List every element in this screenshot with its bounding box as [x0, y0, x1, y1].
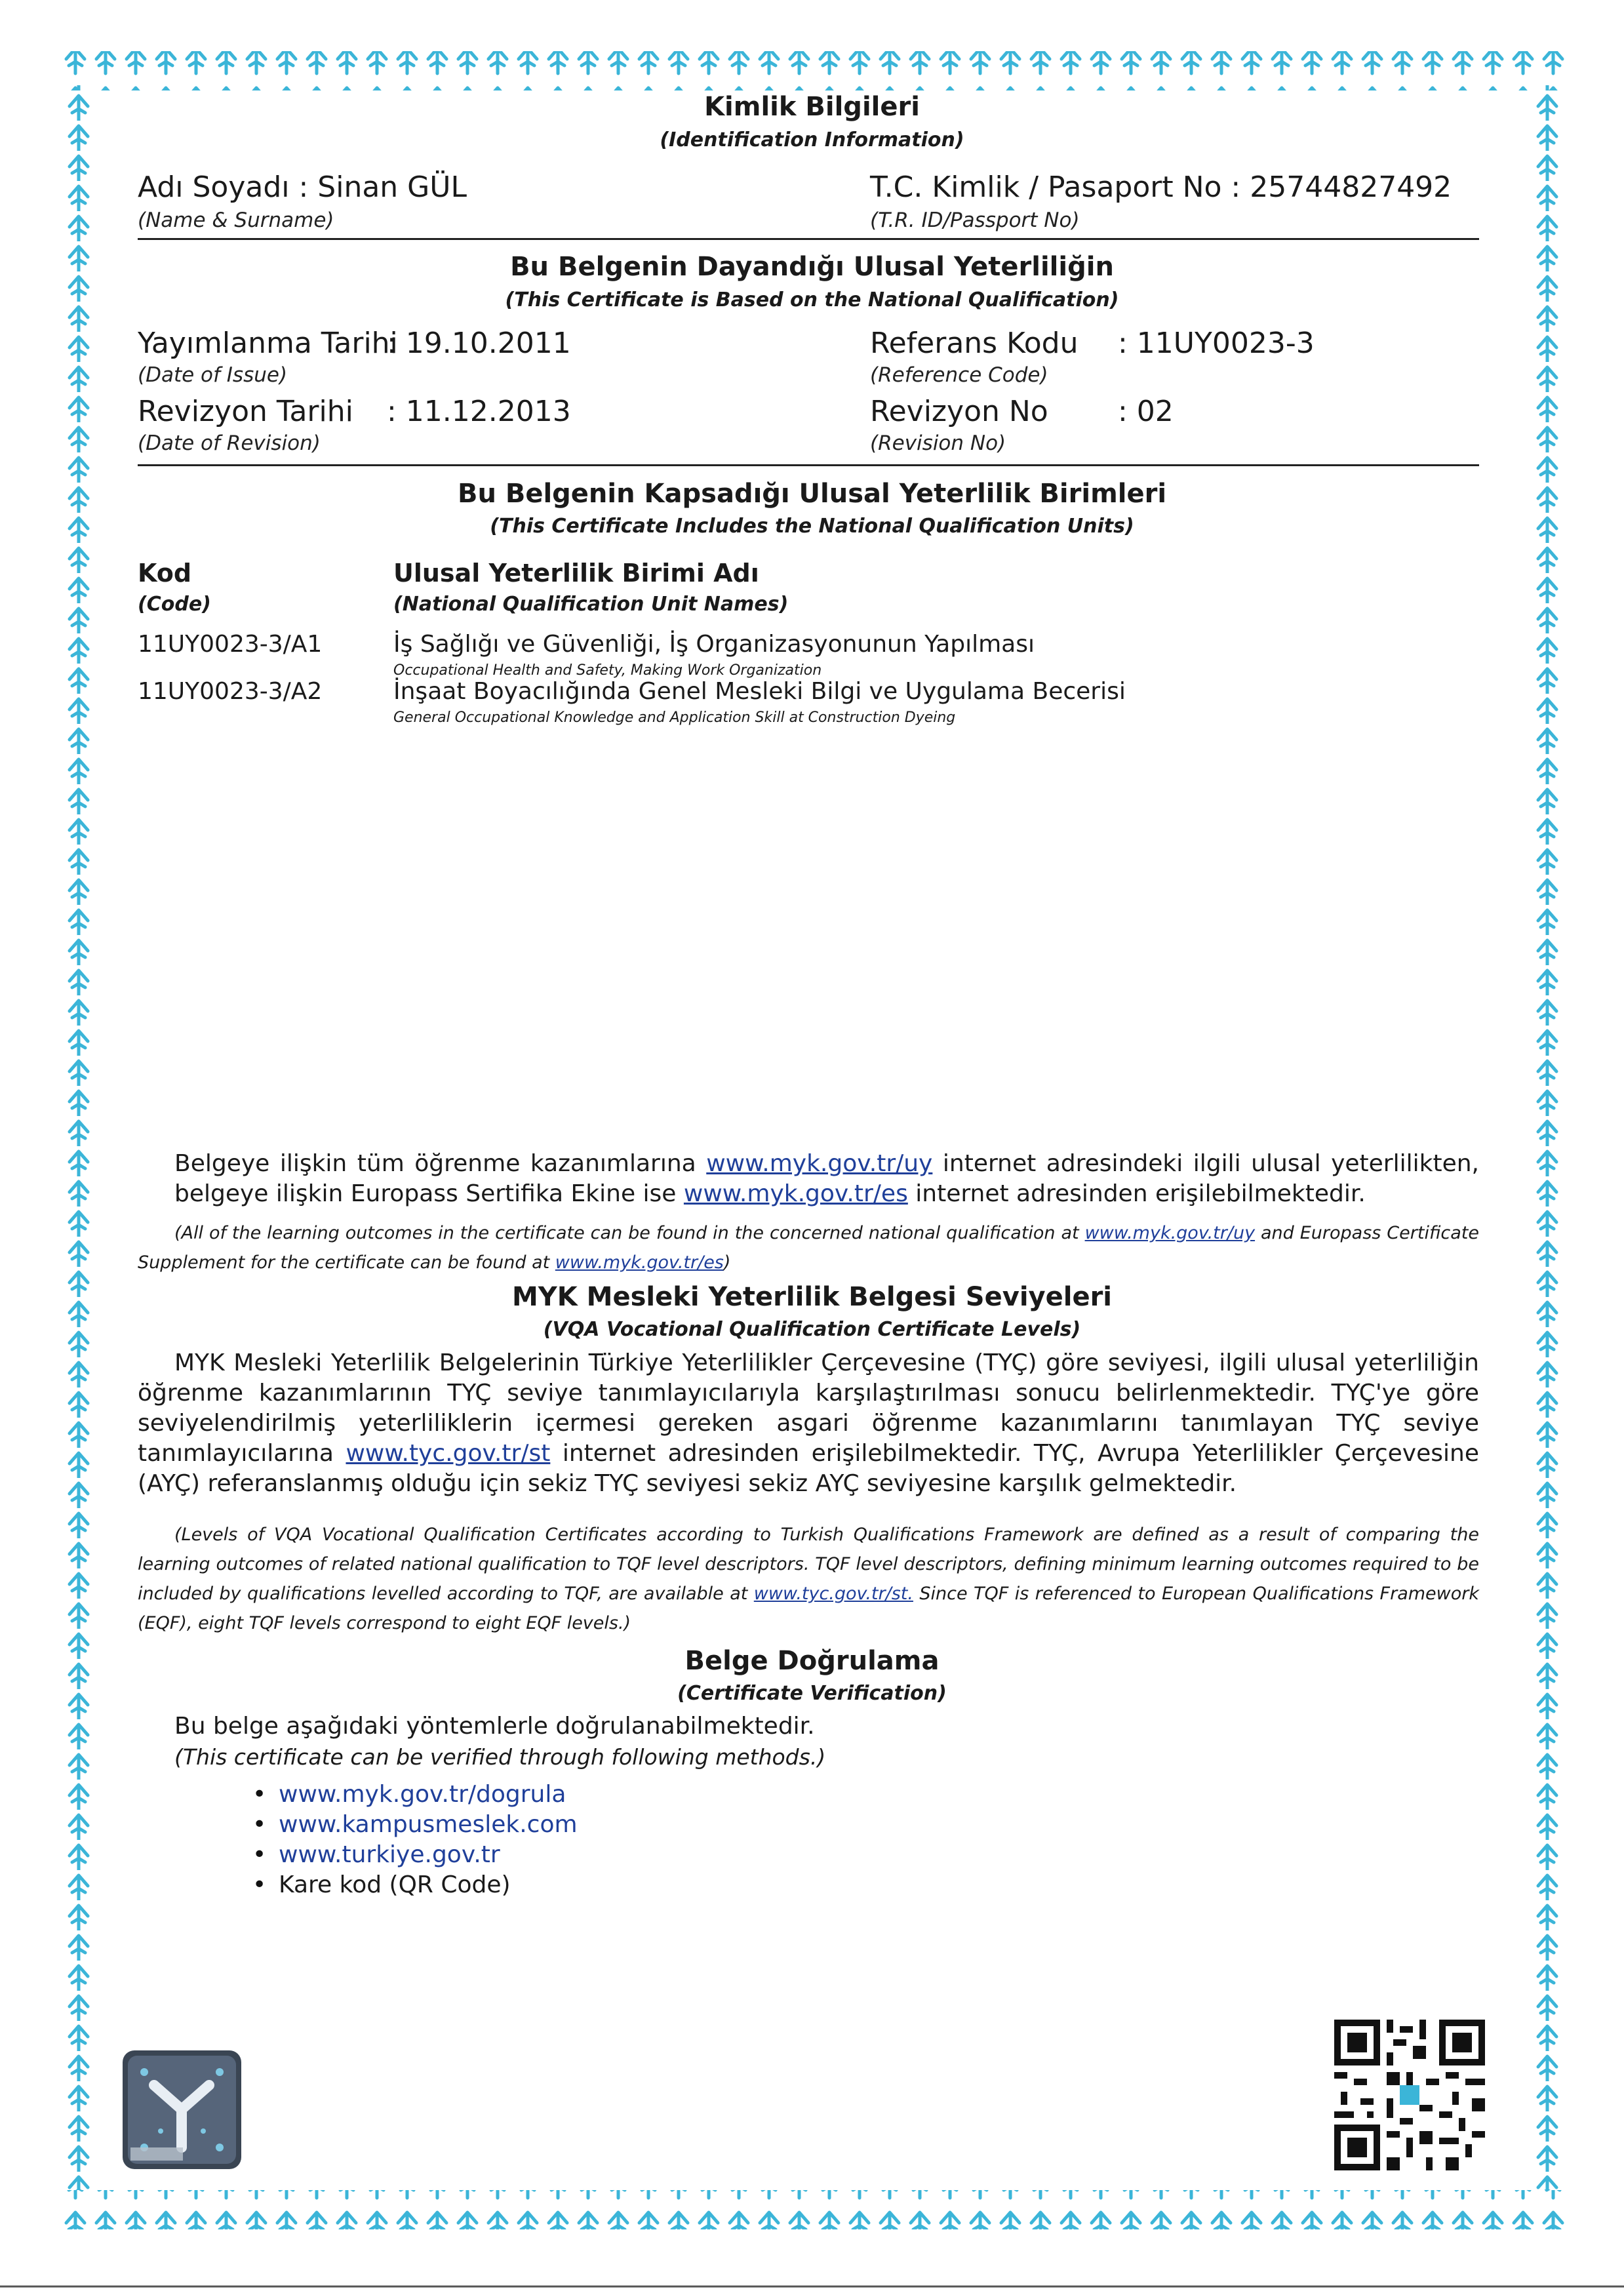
levels-heading-en: (VQA Vocational Qualification Certificate Levels): [543, 1318, 1081, 1341]
reference-code-en: (Reference Code): [870, 363, 1048, 387]
qualification-heading-en: (This Certificate is Based on the National Qualification): [505, 289, 1119, 311]
text-span: (All of the learning outcomes in the certificate can be found in the concerned national qualification at: [174, 1223, 1085, 1243]
identity-heading: Kimlik Bilgileri: [704, 92, 920, 122]
name-label: Adı Soyadı :: [138, 170, 309, 204]
learning-outcomes-text: [174, 1149, 1479, 1209]
issue-date-label: Yayımlanma Tarihi: [138, 327, 398, 360]
link-myk-es-en[interactable]: www.myk.gov.tr/es: [555, 1252, 724, 1273]
id-row: [870, 170, 1452, 204]
unit-code: 11UY0023-3/A2: [138, 678, 323, 705]
text-span: internet adresindeki ilgili ulusal yeterlilikten, belgeye ilişkin Europass Sertifika Ekine ise: [174, 1150, 1479, 1207]
id-value: 25744827492: [1250, 170, 1452, 204]
revision-date-value: : 11.12.2013: [387, 395, 571, 428]
units-heading: Bu Belgenin Kapsadığı Ulusal Yeterlilik Birimleri: [457, 479, 1167, 509]
divider: [138, 464, 1479, 466]
levels-text: [138, 1348, 1479, 1499]
issue-date-value: : 19.10.2011: [387, 327, 571, 360]
method-myk-dogrula[interactable]: • www.myk.gov.tr/dogrula: [252, 1780, 578, 1810]
method-kampusmeslek[interactable]: • www.kampusmeslek.com: [252, 1810, 578, 1840]
link-myk-uy-en[interactable]: www.myk.gov.tr/uy: [1084, 1223, 1256, 1243]
name-row: [138, 170, 467, 204]
revision-no-en: (Revision No): [870, 431, 1006, 455]
qr-code-icon[interactable]: [1334, 2020, 1485, 2170]
text-span: internet adresinden erişilebilmektedir. TYÇ, Avrupa Yeterlilikler Çerçevesine (AYÇ) referanslanmış olduğu için sekiz TYÇ seviyesi sekiz AYÇ seviyesine karşılık gelmektedir.: [138, 1440, 1479, 1497]
learning-outcomes-text-en: [138, 1218, 1479, 1277]
revision-no-label: Revizyon No: [870, 395, 1048, 428]
verification-intro-en: (This certificate can be verified through following methods.): [174, 1744, 826, 1770]
text-span: (Levels of VQA Vocational Qualification Certificates according to Turkish Qualifications Framework are defined as a result of comparing the learning outcomes of related national qualification to TQF level descriptors. TQF level descriptors, defining minimum learning outcomes required to be included by qualifications levelled according to TQF, are available at: [138, 1525, 1479, 1604]
unit-code: 11UY0023-3/A1: [138, 631, 323, 658]
unit-name: İnşaat Boyacılığında Genel Mesleki Bilgi ve Uygulama Becerisi: [393, 678, 1126, 705]
verification-methods: [252, 1780, 578, 1900]
revision-date-label: Revizyon Tarihi: [138, 395, 353, 428]
code-header-en: (Code): [138, 593, 211, 616]
id-label: T.C. Kimlik / Pasaport No :: [870, 170, 1241, 204]
levels-heading: MYK Mesleki Yeterlilik Belgesi Seviyeleri: [511, 1282, 1113, 1312]
verification-heading-en: (Certificate Verification): [677, 1682, 947, 1705]
id-label-en: (T.R. ID/Passport No): [870, 209, 1080, 232]
revision-date-en: (Date of Revision): [138, 431, 321, 455]
unit-name: İş Sağlığı ve Güvenliği, İş Organizasyonunun Yapılması: [393, 631, 1035, 658]
hologram-seal-icon: [121, 2049, 243, 2170]
qualification-heading: Bu Belgenin Dayandığı Ulusal Yeterliliğin: [510, 252, 1114, 282]
unit-name-header: Ulusal Yeterlilik Birimi Adı: [393, 559, 759, 588]
divider: [138, 238, 1479, 240]
text-span: and Europass Certificate Supplement for the certificate can be found at: [138, 1223, 1479, 1273]
identity-heading-en: (Identification Information): [660, 129, 964, 151]
revision-no-value: : 02: [1118, 395, 1174, 428]
reference-code-value: : 11UY0023-3: [1118, 327, 1315, 360]
levels-text-en: [138, 1520, 1479, 1638]
link-myk-uy[interactable]: www.myk.gov.tr/uy: [706, 1150, 933, 1177]
text-span: internet adresinden erişilebilmektedir.: [907, 1180, 1366, 1207]
name-label-en: (Name & Surname): [138, 209, 334, 232]
issue-date-en: (Date of Issue): [138, 363, 288, 387]
text-span: Since TQF is referenced to European Qualifications Framework (EQF), eight TQF levels correspond to eight EQF levels.): [138, 1584, 1479, 1633]
verification-intro: Bu belge aşağıdaki yöntemlerle doğrulanabilmektedir.: [174, 1713, 815, 1740]
method-qr-code: • Kare kod (QR Code): [252, 1870, 578, 1900]
link-tyc-st-en[interactable]: www.tyc.gov.tr/st.: [753, 1584, 913, 1604]
unit-name-en: Occupational Health and Safety, Making Work Organization: [393, 662, 822, 679]
text-span: Belgeye ilişkin tüm öğrenme kazanımlarına: [174, 1150, 707, 1177]
text-span: MYK Mesleki Yeterlilik Belgelerinin Türkiye Yeterlilikler Çerçevesine (TYÇ) göre seviyesi, ilgili ulusal yeterliliğin öğrenme kazanımlarının TYÇ seviye tanımlayıcılarıyla karşılaştırılması sonucu belirlenmektedir. TYÇ'ye göre seviyelendirilmiş yeterliliklerin içermesi gereken asgari öğrenme kazanımlarını tanımlayan TYÇ seviye tanımlayıcılarına: [138, 1349, 1479, 1467]
method-turkiye-gov[interactable]: • www.turkiye.gov.tr: [252, 1840, 578, 1870]
units-heading-en: (This Certificate Includes the National Qualification Units): [490, 515, 1134, 538]
verification-heading: Belge Doğrulama: [684, 1646, 940, 1676]
link-tyc-st[interactable]: www.tyc.gov.tr/st: [346, 1440, 551, 1467]
reference-code-label: Referans Kodu: [870, 327, 1079, 360]
text-span: ): [723, 1252, 731, 1273]
code-header: Kod: [138, 559, 192, 588]
link-myk-es[interactable]: www.myk.gov.tr/es: [683, 1180, 908, 1207]
unit-name-en: General Occupational Knowledge and Application Skill at Construction Dyeing: [393, 709, 956, 726]
name-value: Sinan GÜL: [317, 170, 467, 204]
unit-name-header-en: (National Qualification Unit Names): [393, 593, 789, 616]
